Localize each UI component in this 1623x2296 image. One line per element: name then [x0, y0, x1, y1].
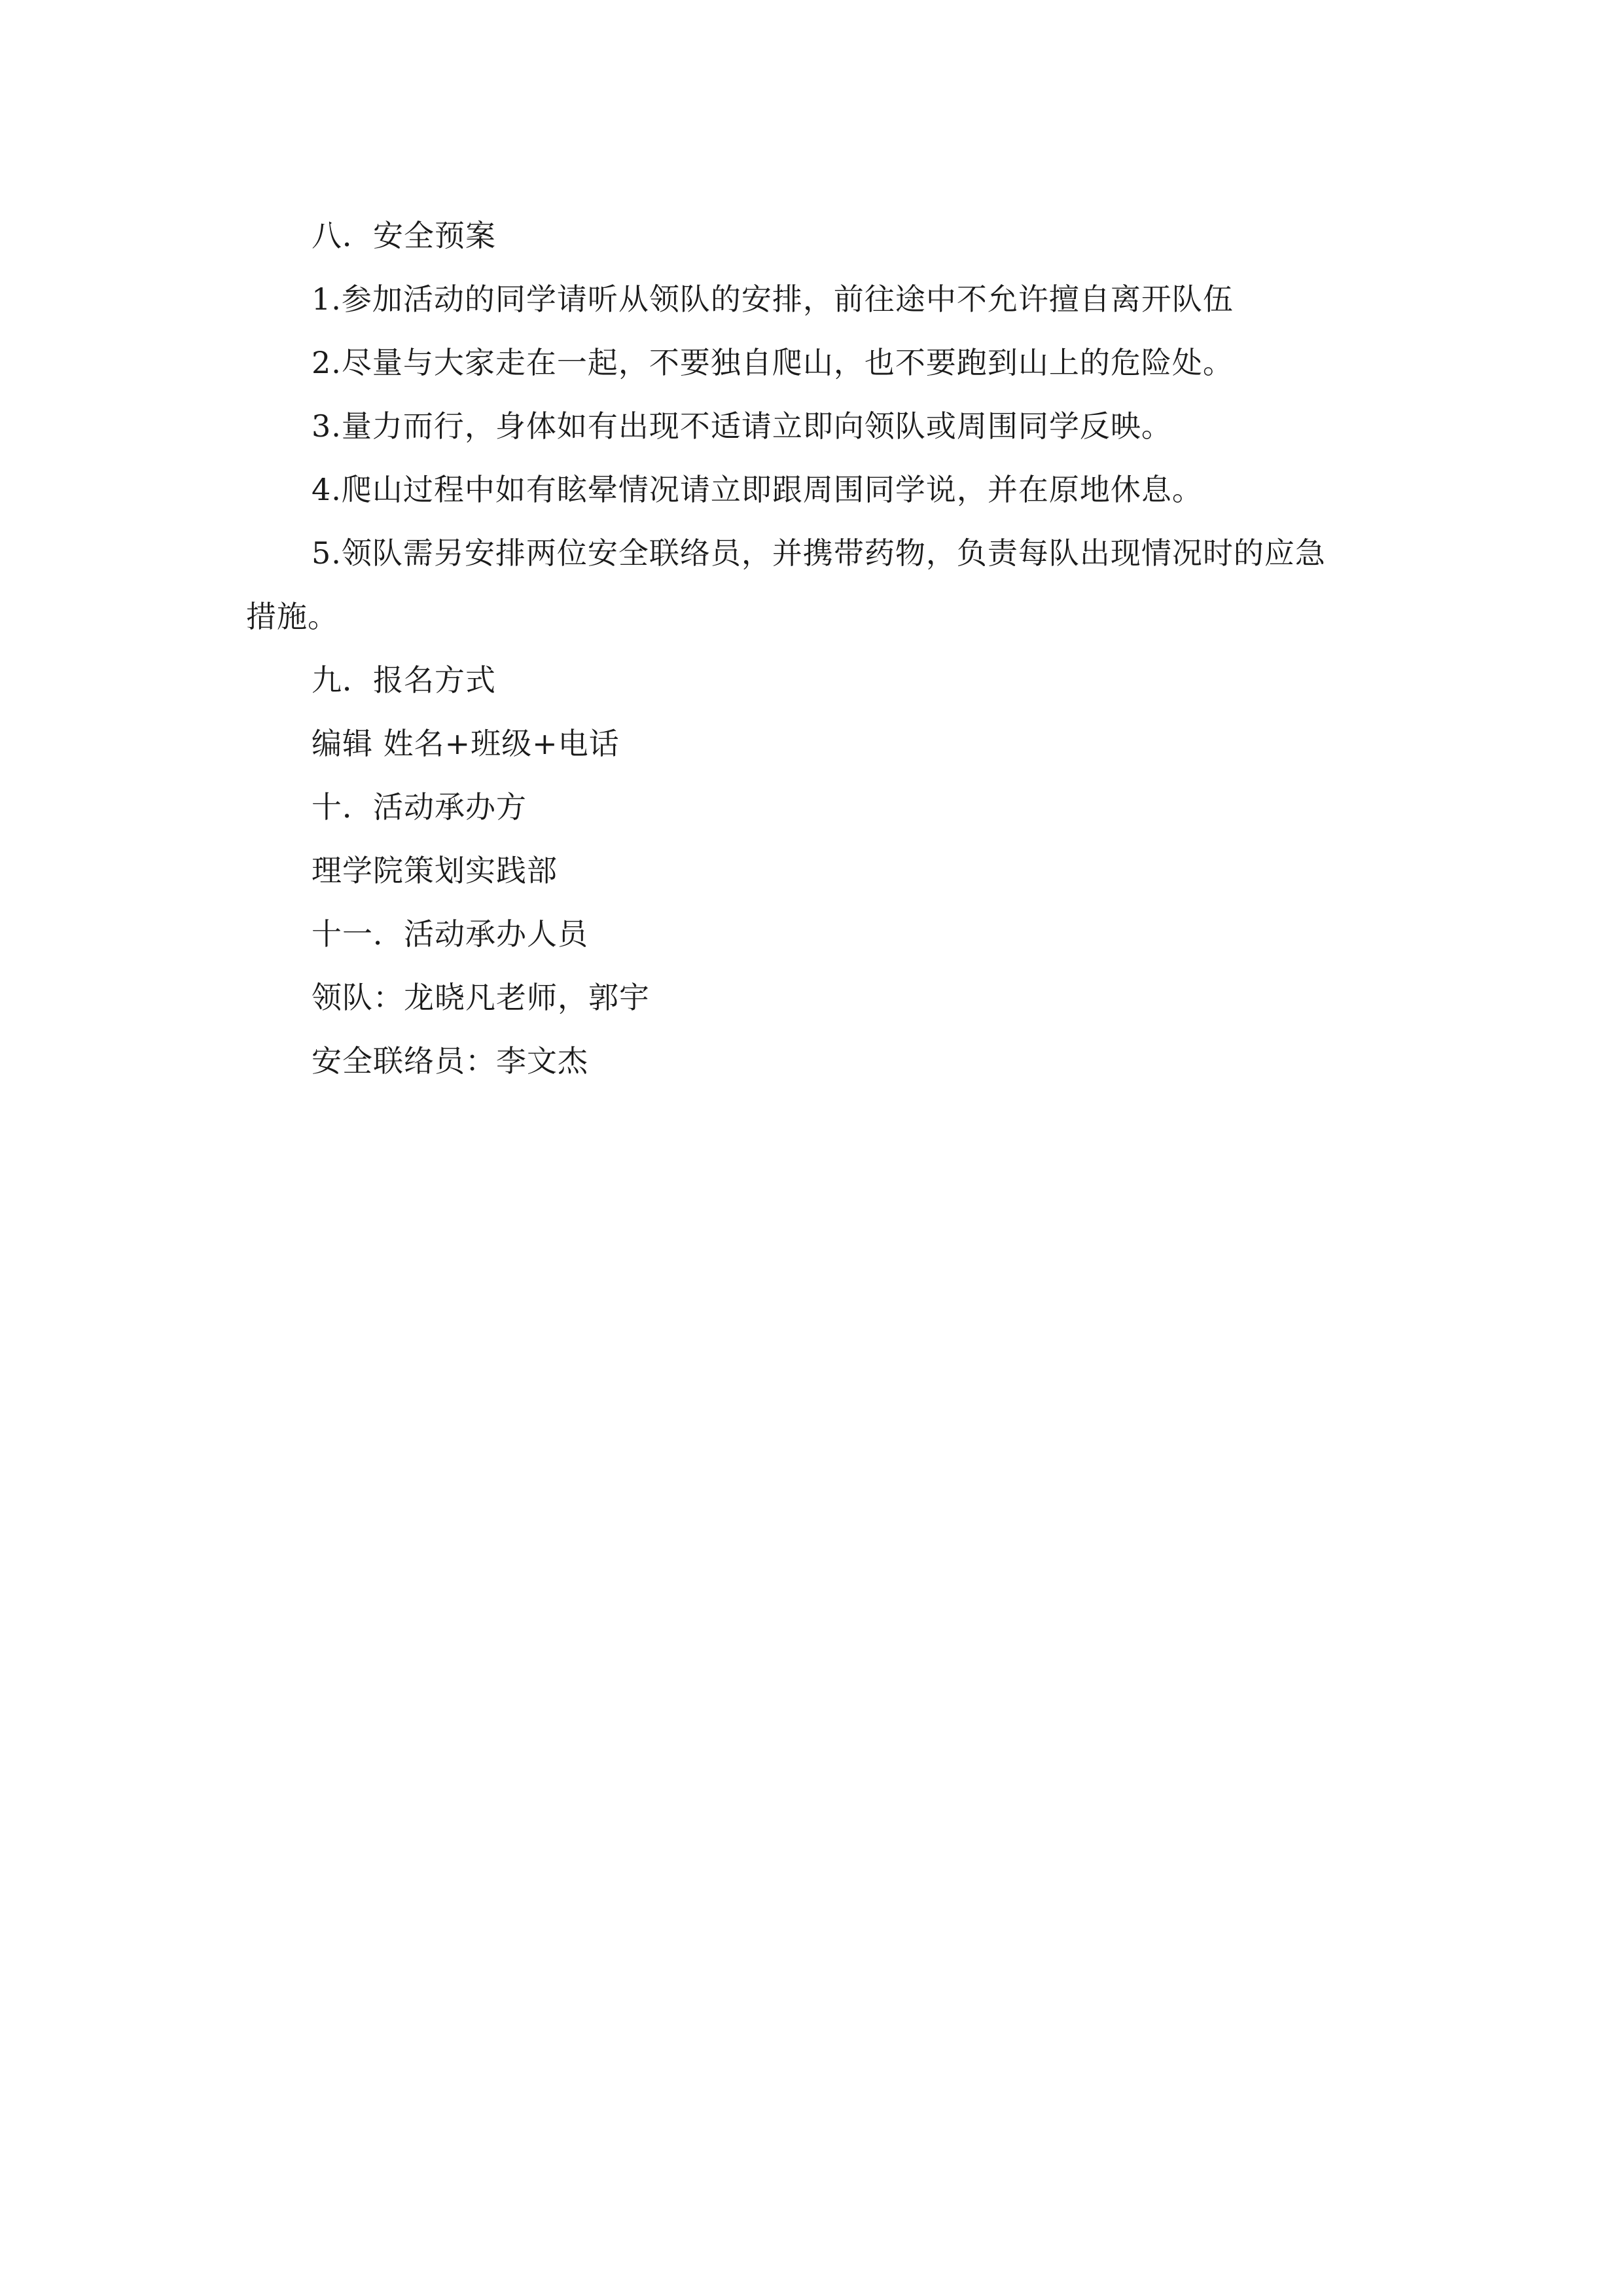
section-heading-safety-plan: 八．安全预案 — [312, 218, 496, 253]
safety-item-1: 1.参加活动的同学请听从领队的安排，前往途中不允许擅自离开队伍 — [312, 281, 1234, 317]
document-body — [246, 204, 1385, 1093]
safety-item-4: 4.爬山过程中如有眩晕情况请立即跟周围同学说，并在原地休息。 — [312, 472, 1203, 507]
safety-item-5: 5.领队需另安排两位安全联络员，并携带药物，负责每队出现情况时的应急 — [312, 535, 1326, 571]
section-heading-staff: 十一．活动承办人员 — [312, 916, 588, 952]
section-heading-organizer: 十．活动承办方 — [312, 789, 527, 825]
safety-item-3: 3.量力而行，身体如有出现不适请立即向领队或周围同学反映。 — [312, 408, 1172, 444]
staff-leaders: 领队：龙晓凡老师，郭宇 — [312, 980, 650, 1015]
safety-item-2: 2.尽量与大家走在一起，不要独自爬山，也不要跑到山上的危险处。 — [312, 345, 1234, 380]
section-heading-signup: 九．报名方式 — [312, 662, 496, 698]
signup-method: 编辑 姓名+班级+电话 — [312, 726, 620, 761]
organizer-name: 理学院策划实践部 — [312, 853, 558, 888]
safety-item-5-continued: 措施。 — [246, 599, 338, 634]
staff-safety-contact: 安全联络员：李文杰 — [312, 1043, 588, 1079]
